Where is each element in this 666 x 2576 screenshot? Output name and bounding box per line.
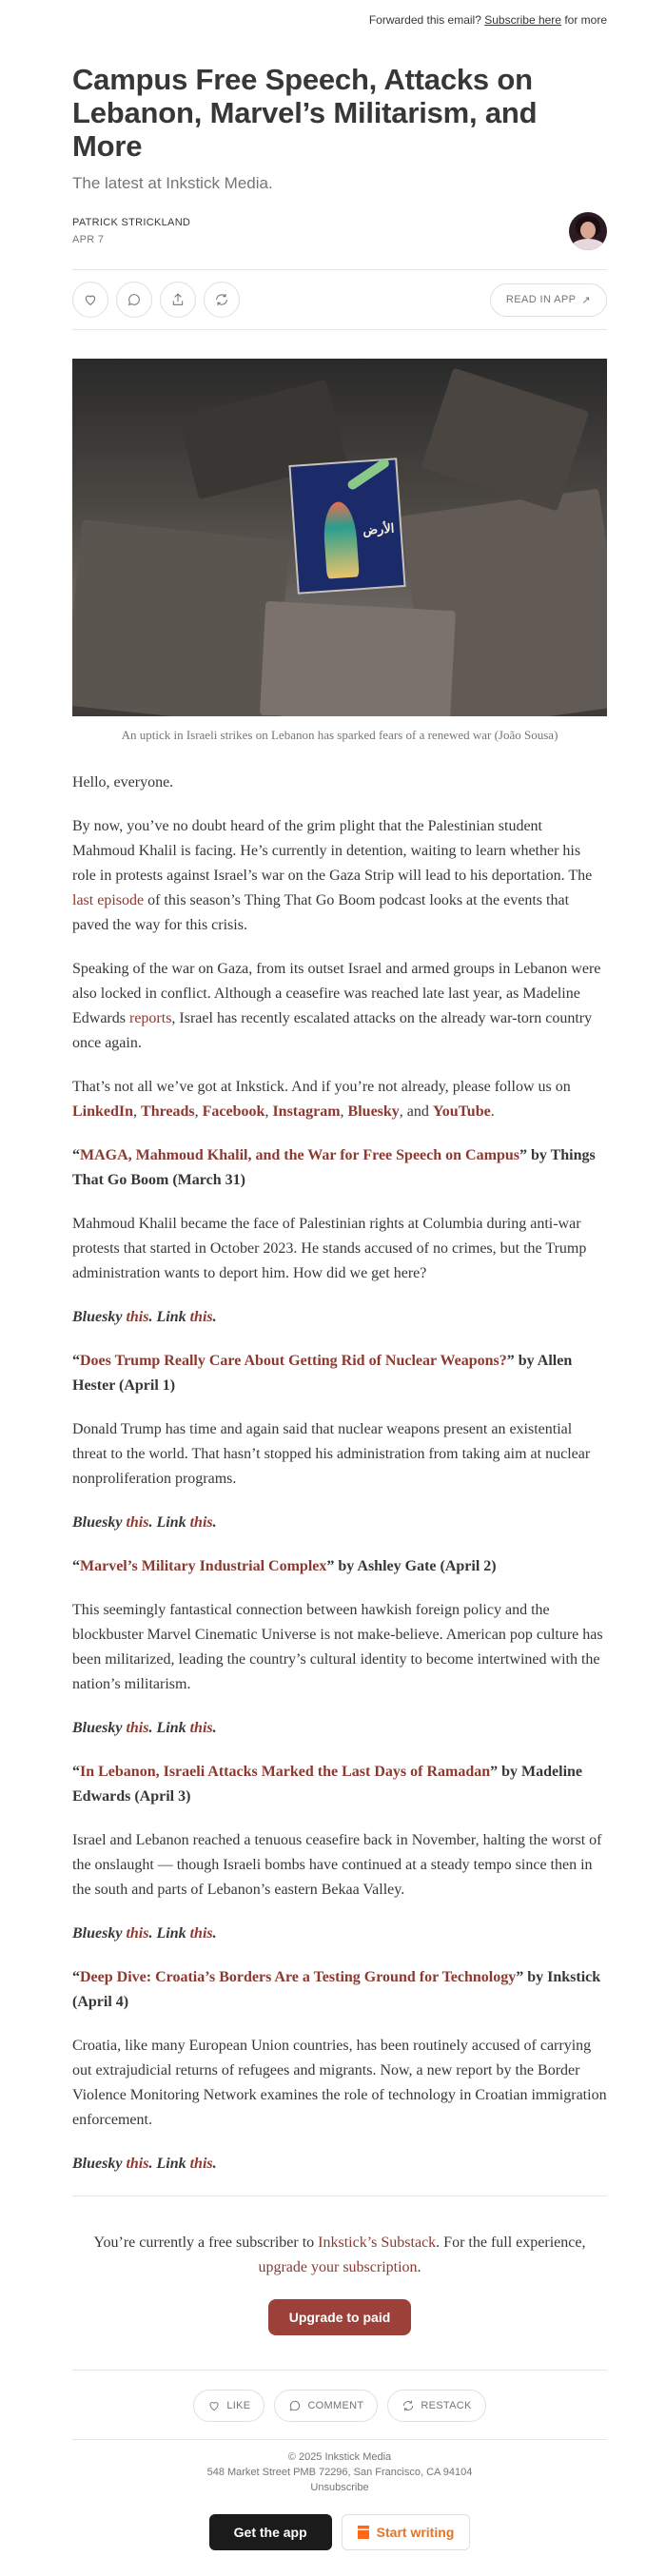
- link-this-link[interactable]: this: [189, 1309, 213, 1325]
- restack-button[interactable]: [204, 282, 240, 318]
- author-name[interactable]: PATRICK STRICKLAND: [72, 217, 191, 228]
- heart-icon: [207, 2399, 221, 2412]
- comment-icon: [288, 2399, 302, 2412]
- article-heading: “Deep Dive: Croatia’s Borders Are a Testing Ground for Technology” by Inkstick (April 4): [72, 1969, 601, 2010]
- post-date: APR 7: [72, 234, 105, 245]
- instagram-link[interactable]: Instagram: [272, 1103, 341, 1120]
- article-link[interactable]: MAGA, Mahmoud Khalil, and the War for Free Speech on Campus: [80, 1147, 519, 1163]
- share-button[interactable]: [160, 282, 196, 318]
- share-links: Bluesky this. Link this.: [72, 1514, 217, 1531]
- youtube-link[interactable]: YouTube: [432, 1103, 491, 1120]
- share-links: Bluesky this. Link this.: [72, 1309, 217, 1325]
- bluesky-link[interactable]: Bluesky: [347, 1103, 400, 1120]
- article-description: Donald Trump has time and again said that nuclear weapons present an existential threat to the world. That hasn’t stopped his administration from taking aim at nuclear nonproliferation programs.: [72, 1421, 591, 1487]
- link-this-link[interactable]: this: [189, 1925, 213, 1942]
- start-writing-button[interactable]: Start writing: [342, 2514, 471, 2550]
- read-in-app-label: READ IN APP: [505, 294, 577, 305]
- legal-footer: [72, 2439, 607, 2495]
- get-app-button[interactable]: Get the app: [209, 2514, 332, 2550]
- unsubscribe-link[interactable]: Unsubscribe: [310, 2482, 369, 2493]
- reports-link[interactable]: reports: [128, 1010, 172, 1026]
- like-button[interactable]: [72, 282, 108, 318]
- share-icon: [170, 292, 186, 307]
- comment-button[interactable]: [116, 282, 152, 318]
- substack-link[interactable]: Inkstick’s Substack: [318, 2234, 437, 2251]
- restack-icon: [214, 292, 229, 307]
- upgrade-link[interactable]: upgrade your subscription: [258, 2259, 418, 2275]
- bluesky-this-link[interactable]: this: [126, 1309, 149, 1325]
- bluesky-this-link[interactable]: this: [126, 1720, 149, 1736]
- image-caption: An uptick in Israeli strikes on Lebanon has sparked fears of a renewed war (João Sousa): [121, 728, 558, 742]
- article-heading: “Does Trump Really Care About Getting Rid of Nuclear Weapons?” by Allen Hester (April 1): [72, 1353, 573, 1394]
- author-avatar[interactable]: [569, 212, 607, 250]
- forwarded-bar: [0, 0, 666, 27]
- bluesky-this-link[interactable]: this: [126, 2156, 149, 2172]
- comment-icon: [127, 292, 142, 307]
- address: 548 Market Street PMB 72296, San Francisco, CA 94104: [206, 2467, 473, 2478]
- bluesky-this-link[interactable]: this: [126, 1925, 149, 1942]
- action-bar: [72, 270, 607, 329]
- comment-pill-button[interactable]: COMMENT: [274, 2390, 378, 2422]
- post-subtitle: The latest at Inkstick Media.: [72, 174, 273, 192]
- subscription-footer: [72, 2195, 607, 2335]
- engagement-bar: [72, 2370, 607, 2422]
- share-links: Bluesky this. Link this.: [72, 1925, 217, 1942]
- arrow-up-right-icon: ↗: [581, 294, 591, 306]
- paragraph-lebanon: Speaking of the war on Gaza, from its outset Israel and armed groups in Lebanon were also locked in conflict. Although a ceasefire was reached late last year, as Madeline Edwards reports, Israel has recently escalated attacks on the already war-torn country once again.: [72, 961, 601, 1051]
- greeting: Hello, everyone.: [72, 774, 174, 790]
- article-link[interactable]: Does Trump Really Care About Getting Rid of Nuclear Weapons?: [80, 1353, 507, 1369]
- link-this-link[interactable]: this: [189, 1514, 213, 1531]
- hero-image[interactable]: [72, 359, 607, 716]
- facebook-link[interactable]: Facebook: [202, 1103, 265, 1120]
- article-link[interactable]: Marvel’s Military Industrial Complex: [80, 1558, 327, 1574]
- app-buttons: [72, 2514, 607, 2569]
- paragraph-intro: By now, you’ve no doubt heard of the grim plight that the Palestinian student Mahmoud Khalil is facing. He’s currently in detention, waiting to learn whether his role in protests against Israel’s war on the Gaza Strip will lead to his deportation. The last episode of this season’s Thing That Go Boom podcast looks at the events that paved the way for this crisis.: [72, 818, 593, 933]
- share-links: Bluesky this. Link this.: [72, 2156, 217, 2172]
- subscriber-note: You’re currently a free subscriber to Inkstick’s Substack. For the full experience, upgrade your subscription.: [93, 2234, 586, 2275]
- linkedin-link[interactable]: LinkedIn: [72, 1103, 134, 1120]
- paragraph-social: That’s not all we’ve got at Inkstick. And if you’re not already, please follow us on LinkedIn, Threads, Facebook, Instagram, Bluesky, and YouTube.: [72, 1079, 571, 1120]
- post-title[interactable]: Campus Free Speech, Attacks on Lebanon, Marvel’s Militarism, and More: [72, 63, 538, 163]
- byline: [72, 212, 607, 250]
- for-more-text: for more: [564, 13, 607, 27]
- like-pill-button[interactable]: LIKE: [193, 2390, 264, 2422]
- forwarded-text: Forwarded this email?: [368, 13, 481, 27]
- article-heading: “In Lebanon, Israeli Attacks Marked the Last Days of Ramadan” by Madeline Edwards (April 3): [72, 1764, 583, 1805]
- article-link[interactable]: In Lebanon, Israeli Attacks Marked the Last Days of Ramadan: [80, 1764, 491, 1780]
- last-episode-link[interactable]: last episode: [72, 892, 145, 908]
- bluesky-this-link[interactable]: this: [126, 1514, 149, 1531]
- threads-link[interactable]: Threads: [141, 1103, 195, 1120]
- article-description: Mahmoud Khalil became the face of Palestinian rights at Columbia during anti-war protests that started in October 2023. He stands accused of no crimes, but the Trump administration wants to deport him. How did we get here?: [72, 1216, 587, 1281]
- restack-icon: [402, 2399, 415, 2412]
- substack-logo-icon: [358, 2526, 369, 2539]
- article-link[interactable]: Deep Dive: Croatia’s Borders Are a Testing Ground for Technology: [80, 1969, 517, 1985]
- share-links: Bluesky this. Link this.: [72, 1720, 217, 1736]
- read-in-app-button[interactable]: [490, 283, 607, 317]
- link-this-link[interactable]: this: [189, 1720, 213, 1736]
- article-description: Croatia, like many European Union countries, has been routinely accused of carrying out extrajudicial returns of refugees and migrants. Now, a new report by the Border Violence Monitoring Network examines the role of technology in Croatian immigration enforcement.: [72, 2038, 607, 2128]
- article-description: This seemingly fantastical connection between hawkish foreign policy and the blockbuster Marvel Cinematic Universe is not make-believe. American pop culture has been militarized, leading the country’s cultural identity to become intertwined with the nation’s militarism.: [72, 1602, 603, 1692]
- post-body: [72, 771, 607, 2176]
- protest-poster: [288, 458, 405, 595]
- restack-pill-button[interactable]: RESTACK: [387, 2390, 485, 2422]
- subscribe-link[interactable]: Subscribe here: [484, 13, 561, 27]
- poster-text: الأرض: [362, 520, 395, 537]
- article-description: Israel and Lebanon reached a tenuous ceasefire back in November, halting the worst of the onslaught — though Israeli bombs have continued at a steady tempo since then in the south and parts of Lebanon’s eastern Bekaa Valley.: [72, 1832, 602, 1898]
- divider: [72, 329, 607, 330]
- article-heading: “MAGA, Mahmoud Khalil, and the War for Free Speech on Campus” by Things That Go Boom (March 31): [72, 1147, 596, 1188]
- link-this-link[interactable]: this: [189, 2156, 213, 2172]
- copyright: © 2025 Inkstick Media: [287, 2451, 392, 2463]
- article-heading: “Marvel’s Military Industrial Complex” by Ashley Gate (April 2): [72, 1558, 497, 1574]
- heart-icon: [83, 292, 98, 307]
- upgrade-button[interactable]: Upgrade to paid: [268, 2299, 412, 2335]
